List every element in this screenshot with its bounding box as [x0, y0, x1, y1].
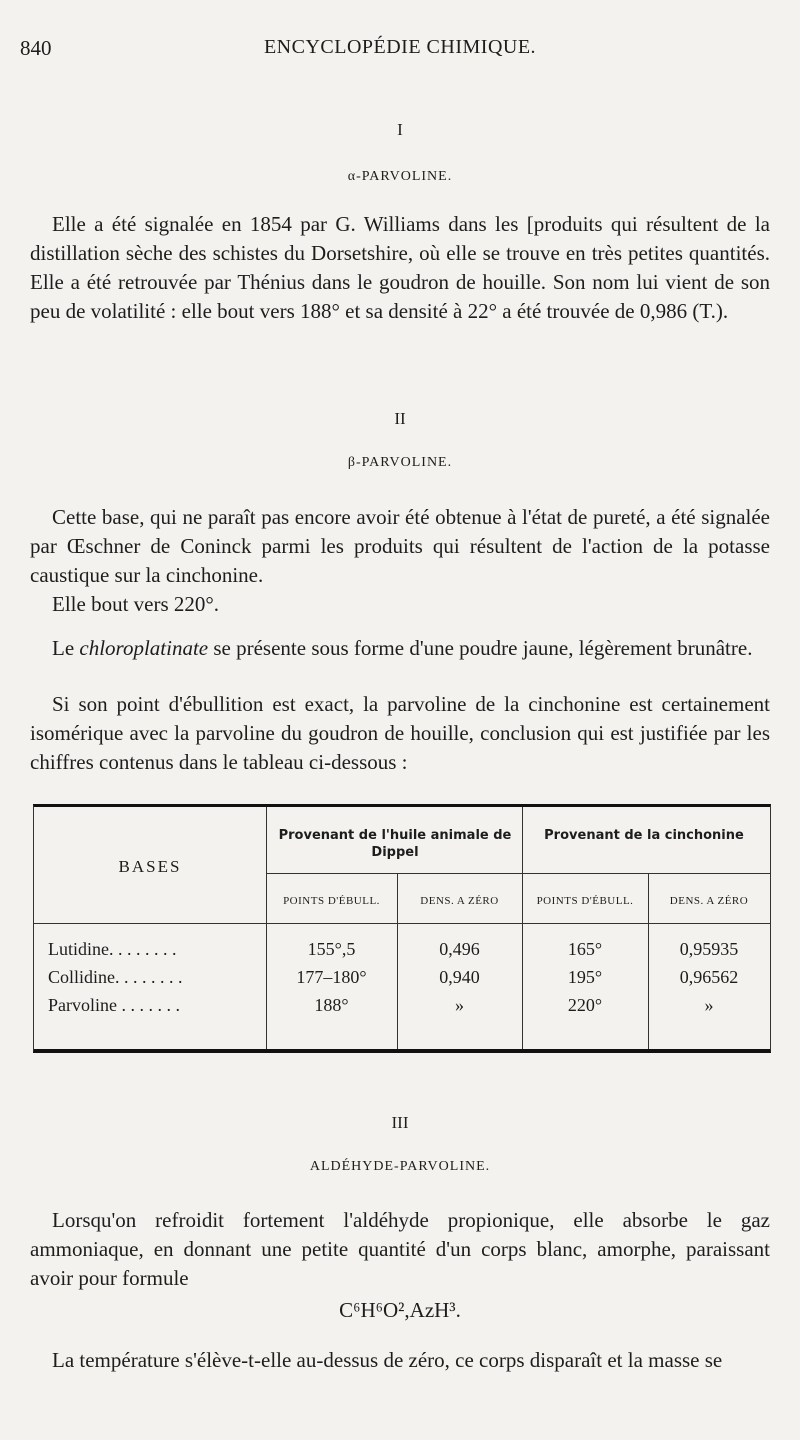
subheader-dens-cinchonine: DENS. A ZÉRO — [669, 895, 749, 907]
cell-dens-cinchonine: » — [704, 995, 714, 1015]
paragraph-beta-intro: Cette base, qui ne paraît pas encore avoir été obtenue à l'état de pureté, a été signalée par Œschner de Coninck parmi les produits qui résultent de l'action de la potasse caustique sur la cinchonine. — [30, 505, 770, 587]
paragraph-temperature: La température s'élève-t-elle au-dessus de zéro, ce corps disparaît et la masse se — [52, 1348, 723, 1372]
paragraph-isomer-conclusion: Si son point d'ébullition est exact, la parvoline de la cinchonine est certainement isomérique avec la parvoline du goudron de houille, conclusion qui est justifiée par les chiffres contenus dans le tableau ci-dessous : — [30, 692, 770, 774]
section-number-2: II — [394, 409, 406, 428]
cell-dens-dippel: 0,940 — [439, 967, 480, 987]
cell-ebull-dippel: 188° — [314, 995, 349, 1015]
page-number: 840 — [20, 36, 52, 60]
cell-ebull-cinchonine: 195° — [567, 967, 603, 987]
chemical-formula: C⁶H⁶O²,AzH³. — [339, 1298, 461, 1322]
row-name: Parvoline . . . . . . . — [48, 995, 180, 1015]
cell-ebull-cinchonine: 220° — [567, 995, 603, 1015]
chloroplatinate-term: chloroplatinate — [79, 636, 209, 660]
cell-dens-cinchonine: 0,95935 — [679, 939, 739, 959]
running-title: ENCYCLOPÉDIE CHIMIQUE. — [263, 36, 537, 58]
cell-ebull-cinchonine: 165° — [567, 939, 603, 959]
cell-dens-dippel: 0,496 — [439, 939, 480, 959]
paragraph-alpha-parvoline: Elle a été signalée en 1854 par G. Williams dans les [produits qui résultent de la distillation sèche des schistes du Dorsetshire, où elle se trouve en très petites quantités. Elle a été retrouvée par Thénius dans le goudron de houille. Son nom lui vient de son peu de volatilité : elle bout vers 188° et sa densité à 22° a été trouvée de 0,986 (T.). — [30, 212, 770, 323]
header-bases: BASES — [118, 857, 182, 876]
table-row — [34, 939, 770, 963]
table-row — [34, 967, 770, 991]
header-dippel: Provenant de l'huile animale de Dippel — [278, 828, 512, 860]
paragraph-aldehyde-intro: Lorsqu'on refroidit fortement l'aldéhyde propionique, elle absorbe le gaz ammoniaque, en donnant une petite quantité d'un corps blanc, amorphe, paraissant avoir pour formule — [30, 1208, 770, 1290]
table-row — [34, 995, 770, 1019]
paragraph-chloroplatinate — [30, 634, 770, 663]
subheader-ebull-cinchonine: POINTS D'ÉBULL. — [536, 895, 634, 907]
cell-dens-cinchonine: 0,96562 — [679, 967, 739, 987]
chloro-lead: Le — [52, 636, 80, 660]
section-number-1: I — [397, 120, 403, 139]
section-number-3: III — [391, 1113, 409, 1132]
page-header — [0, 30, 800, 60]
cell-dens-dippel: » — [455, 995, 464, 1015]
header-cinchonine: Provenant de la cinchonine — [544, 828, 744, 843]
section-title-aldehyde-parvoline: ALDÉHYDE-PARVOLINE. — [309, 1159, 491, 1174]
paragraph-boiling-point: Elle bout vers 220°. — [52, 592, 220, 616]
cell-ebull-dippel: 177–180° — [296, 967, 367, 987]
row-name: Lutidine. . . . . . . . — [48, 939, 177, 959]
row-name: Collidine. . . . . . . . — [48, 967, 183, 987]
section-title-alpha-parvoline: α-PARVOLINE. — [347, 169, 453, 184]
subheader-dens-dippel: DENS. A ZÉRO — [420, 895, 499, 907]
cell-ebull-dippel: 155°,5 — [307, 939, 356, 959]
comparison-table — [33, 804, 771, 1053]
chloro-rest: se présente sous forme d'une poudre jaune, légèrement brunâtre. — [208, 636, 753, 660]
subheader-ebull-dippel: POINTS D'ÉBULL. — [283, 895, 380, 907]
section-title-beta-parvoline: β-PARVOLINE. — [347, 455, 453, 470]
